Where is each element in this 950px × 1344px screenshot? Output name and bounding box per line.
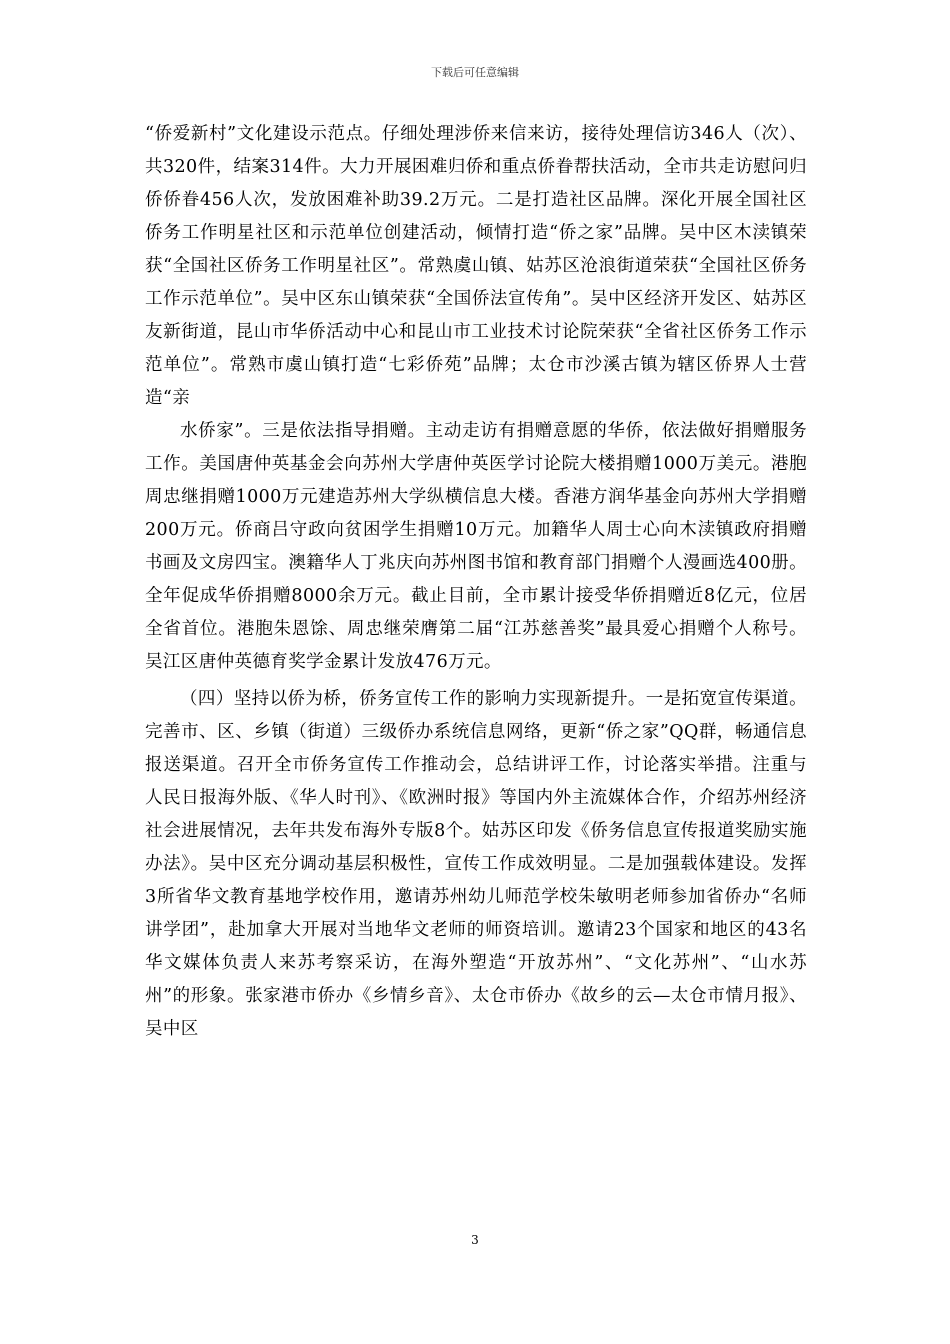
paragraph-continued: “侨爱新村”文化建设示范点。仔细处理涉侨来信来访，接待处理信访346人（次）、共320件，结案314件。大力开展困难归侨和重点侨眷帮扶活动，全市共走访慰问归侨侨眷456人次，发放困难补助39.2万元。二是打造社区品牌。深化开展全国社区侨务工作明星社区和示范单位创建活动，倾情打造“侨之家”品牌。吴中区木渎镇荣获“全国社区侨务工作明星社区”。常熟虞山镇、姑苏区沧浪街道荣获“全国社区侨务工作示范单位”。吴中区东山镇荣获“全国侨法宣传角”。吴中区经济开发区、姑苏区友新街道，昆山市华侨活动中心和昆山市工业技术讨论院荣获“全省社区侨务工作示范单位”。常熟市虞山镇打造“七彩侨苑”品牌；太仓市沙溪古镇为辖区侨界人士营造“亲: [145, 124, 807, 408]
document-body: [145, 118, 807, 1046]
paragraph-donations: 水侨家”。三是依法指导捐赠。主动走访有捐赠意愿的华侨，依法做好捐赠服务工作。美国唐仲英基金会向苏州大学唐仲英医学讨论院大楼捐赠1000万美元。港胞周忠继捐赠1000万元建造苏州大学纵横信息大楼。香港方润华基金向苏州大学捐赠200万元。侨商吕守政向贫困学生捐赠10万元。加籍华人周士心向木渎镇政府捐赠书画及文房四宝。澳籍华人丁兆庆向苏州图书馆和教育部门捐赠个人漫画选400册。全年促成华侨捐赠8000余万元。截止目前，全市累计接受华侨捐赠近8亿元，位居全省首位。港胞朱恩馀、周忠继荣膺第二届“江苏慈善奖”最具爱心捐赠个人称号。吴江区唐仲英德育奖学金累计发放476万元。: [145, 421, 807, 672]
page-number: 3: [471, 1233, 479, 1247]
paragraph-section-four: （四）坚持以侨为桥，侨务宣传工作的影响力实现新提升。一是拓宽宣传渠道。完善市、区、乡镇（街道）三级侨办系统信息网络，更新“侨之家”QQ群，畅通信息报送渠道。召开全市侨务宣传工作推动会，总结讲评工作，讨论落实举措。注重与人民日报海外版、《华人时刊》、《欧洲时报》等国内外主流媒体合作，介绍苏州经济社会进展情况，去年共发布海外专版8个。姑苏区印发《侨务信息宣传报道奖励实施办法》。吴中区充分调动基层积极性，宣传工作成效明显。二是加强载体建设。发挥3所省华文教育基地学校作用，邀请苏州幼儿师范学校朱敏明老师参加省侨办“名师讲学团”，赴加拿大开展对当地华文老师的师资培训。邀请23个国家和地区的43名华文媒体负责人来苏考察采访，在海外塑造“开放苏州”、“文化苏州”、“山水苏州”的形象。张家港市侨办《乡情乡音》、太仓市侨办《故乡的云—太仓市情月报》、吴中区: [145, 689, 807, 1039]
page-header: 下载后可任意编辑: [431, 66, 519, 79]
